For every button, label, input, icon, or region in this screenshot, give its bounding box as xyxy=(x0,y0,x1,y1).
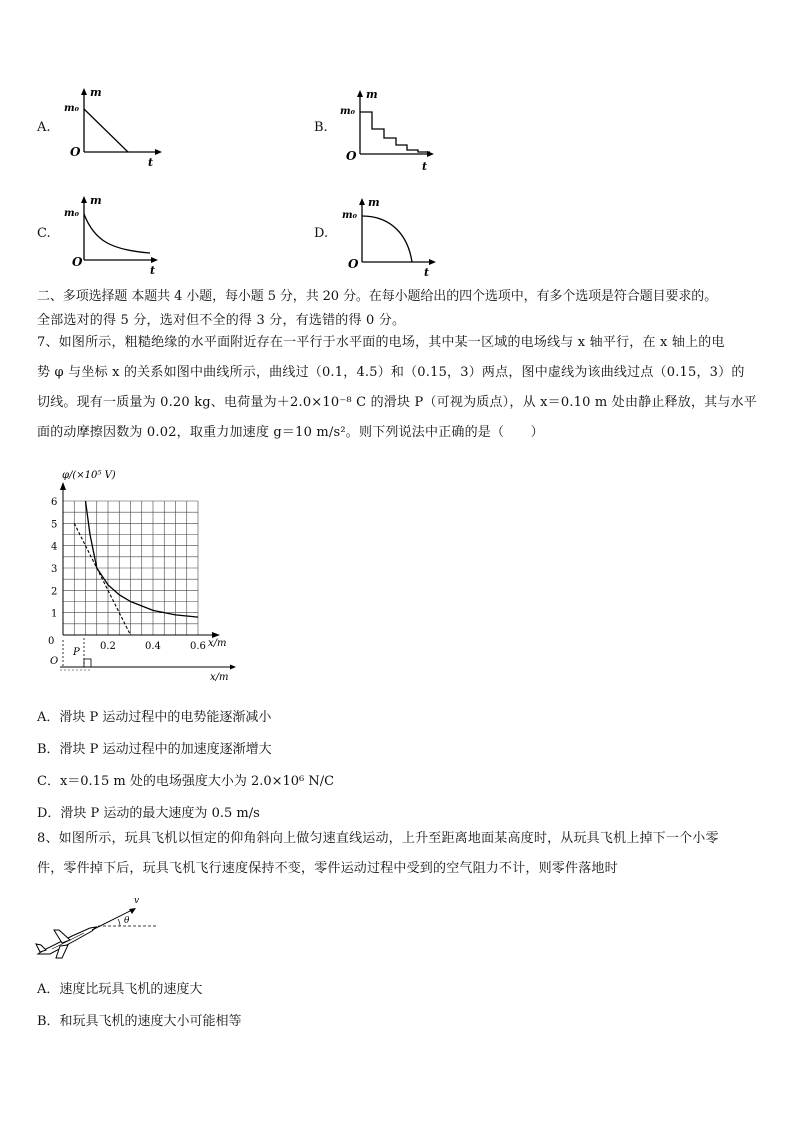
y-tick-label: 5 xyxy=(51,519,58,531)
axis-m0-label: m₀ xyxy=(64,103,79,114)
axis-t-label: t xyxy=(422,160,428,173)
axis-m-label: m xyxy=(90,194,102,207)
q8-line-1: 8、如图所示，玩具飞机以恒定的仰角斜向上做匀速直线运动，上升至距离地面某高度时，从玩具飞机上掉下一个小零 xyxy=(37,831,719,846)
chart-x-axis-label: x/m xyxy=(208,638,227,649)
slider-block xyxy=(84,659,91,667)
x-tick-label: 0.4 xyxy=(145,641,161,652)
y-tick-label: 3 xyxy=(51,564,58,575)
y-axis-arrow xyxy=(60,482,66,490)
y-tick-label: 6 xyxy=(51,497,58,508)
axis-m-label: m xyxy=(90,86,102,99)
axis-m0-label: m₀ xyxy=(64,208,79,219)
q7-line-3: 切线。现有一质量为 0.20 kg、电荷量为＋2.0×10⁻⁸ C 的滑块 P（可视为质点），从 x＝0.10 m 处由静止释放，其与水平 xyxy=(37,395,757,410)
axis-t-label: t xyxy=(150,264,156,277)
angle-theta-label: θ xyxy=(124,916,130,926)
y-tick-label: 2 xyxy=(51,586,58,598)
option-d-graph xyxy=(340,194,440,280)
question-8-stem xyxy=(37,824,767,884)
option-c-label: C. xyxy=(37,226,51,241)
axis-t-label: t xyxy=(424,266,430,279)
option-c-graph xyxy=(62,192,168,278)
toy-plane-figure xyxy=(32,892,172,962)
option-b-label: B. xyxy=(314,120,328,135)
option-a-graph xyxy=(58,84,168,170)
x-tick-label: 0.6 xyxy=(190,641,206,652)
velocity-v-label: v xyxy=(134,896,140,906)
question-7-stem xyxy=(37,328,767,448)
potential-chart xyxy=(32,460,252,684)
q8-option-b[interactable]: B．和玩具飞机的速度大小可能相等 xyxy=(37,1014,242,1029)
q7-line-2: 势 φ 与坐标 x 的关系如图中曲线所示，曲线过（0.1，4.5）和（0.15，3）两点，图中虚线为该曲线过点（0.15，3）的 xyxy=(37,365,745,380)
origin-label: O xyxy=(70,145,81,159)
axis-m-label: m xyxy=(368,196,380,209)
chart-y-axis-label: φ/(×10⁵ V) xyxy=(62,470,116,481)
origin-label: O xyxy=(346,149,357,163)
q7-line-4: 面的动摩擦因数为 0.02，取重力加速度 g＝10 m/s²。则下列说法中正确的是（ ） xyxy=(37,425,544,440)
axis-t-label: t xyxy=(148,156,154,169)
y-tick-label: 4 xyxy=(51,541,58,553)
slider-p-label: P xyxy=(73,647,80,658)
x-tick-label: 0.2 xyxy=(100,641,116,652)
origin-label: O xyxy=(72,255,83,269)
q7-option-c[interactable]: C．x＝0.15 m 处的电场强度大小为 2.0×10⁶ N/C xyxy=(37,774,335,789)
lower-x-axis-label: x/m xyxy=(210,672,229,683)
option-b-graph xyxy=(338,86,438,174)
q7-line-1: 7、如图所示，粗糙绝缘的水平面附近存在一平行于水平面的电场，其中某一区域的电场线与 x 轴平行，在 x 轴上的电 xyxy=(37,335,725,350)
option-a-label: A. xyxy=(37,120,51,135)
section-2-line-2: 全部选对的得 5 分，选对但不全的得 3 分，有选错的得 0 分。 xyxy=(37,313,406,328)
axis-m0-label: m₀ xyxy=(342,210,357,221)
lower-origin-label: O xyxy=(50,656,59,667)
q7-option-a[interactable]: A．滑块 P 运动过程中的电势能逐渐减小 xyxy=(37,710,272,725)
lower-axis-arrow xyxy=(230,665,236,670)
q7-option-b[interactable]: B．滑块 P 运动过程中的加速度逐渐增大 xyxy=(37,742,272,757)
q8-option-a[interactable]: A．速度比玩具飞机的速度大 xyxy=(37,982,203,997)
toy-plane-icon xyxy=(36,927,96,958)
option-d-label: D. xyxy=(314,226,329,241)
angle-arc xyxy=(118,919,120,926)
section-2-line-1: 二、多项选择题 本题共 4 小题，每小题 5 分，共 20 分。在每小题给出的四个选项中，有多个选项是符合题目要求的。 xyxy=(37,289,718,304)
y-tick-label: 1 xyxy=(51,608,58,620)
origin-label: O xyxy=(348,257,359,271)
axis-m0-label: m₀ xyxy=(340,106,355,117)
axis-m-label: m xyxy=(366,88,378,101)
q8-line-2: 件，零件掉下后，玩具飞机飞行速度保持不变，零件运动过程中受到的空气阻力不计，则零件落地时 xyxy=(37,861,618,876)
chart-origin-label: 0 xyxy=(48,636,55,647)
q7-option-d[interactable]: D．滑块 P 运动的最大速度为 0.5 m/s xyxy=(37,806,260,821)
